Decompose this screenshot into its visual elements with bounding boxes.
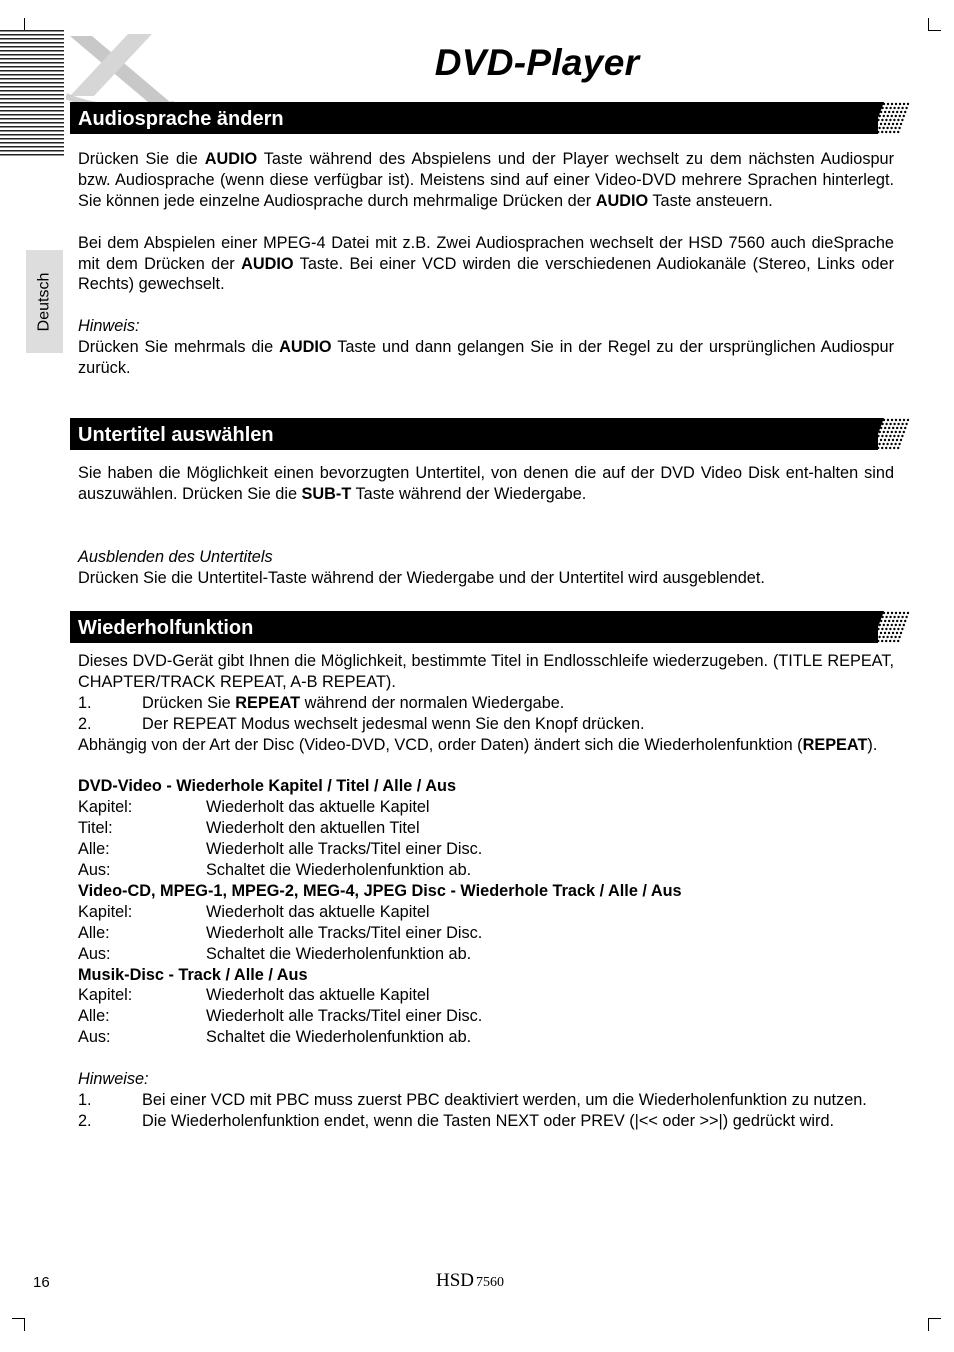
audio-key-name: AUDIO	[204, 150, 258, 168]
repeat-option-row: Kapitel: Wiederholt das aktuelle Kapitel	[78, 986, 430, 1005]
section-heading-repeat	[70, 611, 878, 643]
repeat-intro: Dieses DVD-Gerät gibt Ihnen die Möglichkeit, bestimmte Titel in Endlosschleife wiederzugeben. (TITLE REPEAT, CHAPTER/TRACK REPEAT, A-B REPEAT).	[78, 652, 894, 691]
crop-mark-top-right	[928, 18, 941, 31]
repeat-note-2: 2. Die Wiederholenfunktion endet, wenn die Tasten NEXT oder PREV (|<< oder >>|) gedrückt wird.	[78, 1111, 835, 1130]
repeat-option-row: Titel: Wiederholt den aktuellen Titel	[78, 819, 420, 838]
dot-pattern-icon	[866, 418, 910, 450]
dot-pattern-icon	[866, 102, 910, 134]
section-heading-repeat-label: Wiederholfunktion	[78, 617, 254, 639]
section-heading-subtitle	[70, 418, 878, 450]
subtitle-hide-label: Ausblenden des Untertitels	[78, 547, 273, 566]
audio-note-label: Hinweis:	[78, 317, 140, 336]
repeat-key-name: REPEAT	[235, 693, 301, 712]
model-name-number: 7560	[476, 1275, 505, 1290]
audio-key-name: AUDIO	[279, 338, 332, 357]
audio-key-name: AUDIO	[595, 191, 649, 210]
crop-mark-bottom-right	[928, 1318, 941, 1331]
page-number: 16	[33, 1274, 50, 1291]
repeat-group-title: DVD-Video - Wiederhole Kapitel / Titel / Alle / Aus	[78, 777, 457, 796]
repeat-key-name: REPEAT	[802, 735, 868, 754]
repeat-option-row: Kapitel: Wiederholt das aktuelle Kapitel	[78, 798, 430, 817]
model-name-prefix: HSD	[436, 1270, 475, 1291]
subtitle-paragraph-1: Sie haben die Möglichkeit einen bevorzugten Untertitel, von denen die auf der DVD Video Disk ent-halten sind auszuwählen. Drücken Sie die SUB-T Taste während der Wiedergabe.	[78, 464, 894, 503]
repeat-dependency: Abhängig von der Art der Disc (Video-DVD, VCD, order Daten) ändert sich die Wiederholenfunktion (REPEAT).	[78, 735, 878, 754]
repeat-option-row: Aus: Schaltet die Wiederholenfunktion ab.	[78, 944, 472, 963]
repeat-group-title: Video-CD, MPEG-1, MPEG-2, MEG-4, JPEG Disc - Wiederhole Track / Alle / Aus	[78, 881, 682, 900]
audio-paragraph-1: Drücken Sie die AUDIO Taste während des Abspielens und der Player wechselt zu dem nächsten Audiospur bzw. Audiosprache (wenn diese verfügbar ist). Meistens sind auf einer Video-DVD mehrere Sprachen hinterlegt. Sie können jede einzelne Audiosprache durch mehrmalige Drücken der AUDIO Taste ansteuern.	[78, 150, 894, 210]
subtitle-section-body	[78, 463, 894, 588]
repeat-option-row: Aus: Schaltet die Wiederholenfunktion ab.	[78, 861, 472, 880]
repeat-section-body	[78, 651, 894, 1132]
audio-key-name: AUDIO	[241, 254, 294, 273]
section-heading-subtitle-label: Untertitel auswählen	[78, 424, 274, 446]
section-heading-audio	[70, 102, 878, 134]
repeat-group-title: Musik-Disc - Track / Alle / Aus	[78, 965, 308, 984]
repeat-option-row: Aus: Schaltet die Wiederholenfunktion ab.	[78, 1028, 472, 1047]
audio-note-text: Drücken Sie mehrmals die AUDIO Taste und dann gelangen Sie in der Regel zu der ursprünglichen Audiospur zurück.	[78, 338, 894, 378]
repeat-step-1: 1. Drücken Sie REPEAT während der normalen Wiedergabe.	[78, 693, 565, 712]
audio-paragraph-2: Bei dem Abspielen einer MPEG-4 Datei mit z.B. Zwei Audiosprachen wechselt der HSD 7560 auch dieSprache mit dem Drücken der AUDIO Taste. Bei einer VCD wirden die verschiedenen Audiokanäle (Stereo, Links oder Rechts) gewechselt.	[78, 233, 894, 294]
section-heading-audio-label: Audiosprache ändern	[78, 108, 284, 130]
page-title: DVD-Player	[434, 42, 640, 83]
crop-mark-bottom-left	[12, 1318, 25, 1331]
repeat-option-row: Alle: Wiederholt alle Tracks/Titel einer Disc.	[78, 1007, 483, 1026]
repeat-note-1: 1. Bei einer VCD mit PBC muss zuerst PBC deaktiviert werden, um die Wiederholenfunktion zu nutzen.	[78, 1091, 867, 1109]
repeat-option-row: Kapitel: Wiederholt das aktuelle Kapitel	[78, 902, 430, 921]
language-side-tab-label: Deutsch	[35, 272, 53, 331]
repeat-option-row: Alle: Wiederholt alle Tracks/Titel einer Disc.	[78, 923, 483, 942]
repeat-option-row: Alle: Wiederholt alle Tracks/Titel einer Disc.	[78, 840, 483, 859]
repeat-step-2: 2. Der REPEAT Modus wechselt jedesmal wenn Sie den Knopf drücken.	[78, 714, 645, 733]
language-side-tab	[26, 250, 63, 353]
model-name	[436, 1270, 504, 1292]
repeat-notes-label: Hinweise:	[78, 1070, 149, 1089]
dot-pattern-icon	[866, 611, 910, 643]
subtitle-hide-text: Drücken Sie die Untertitel-Taste während der Wiedergabe und der Untertitel wird ausgeblendet.	[78, 568, 765, 587]
audio-section-body	[78, 149, 894, 379]
sub-t-key-name: SUB-T	[301, 484, 352, 503]
